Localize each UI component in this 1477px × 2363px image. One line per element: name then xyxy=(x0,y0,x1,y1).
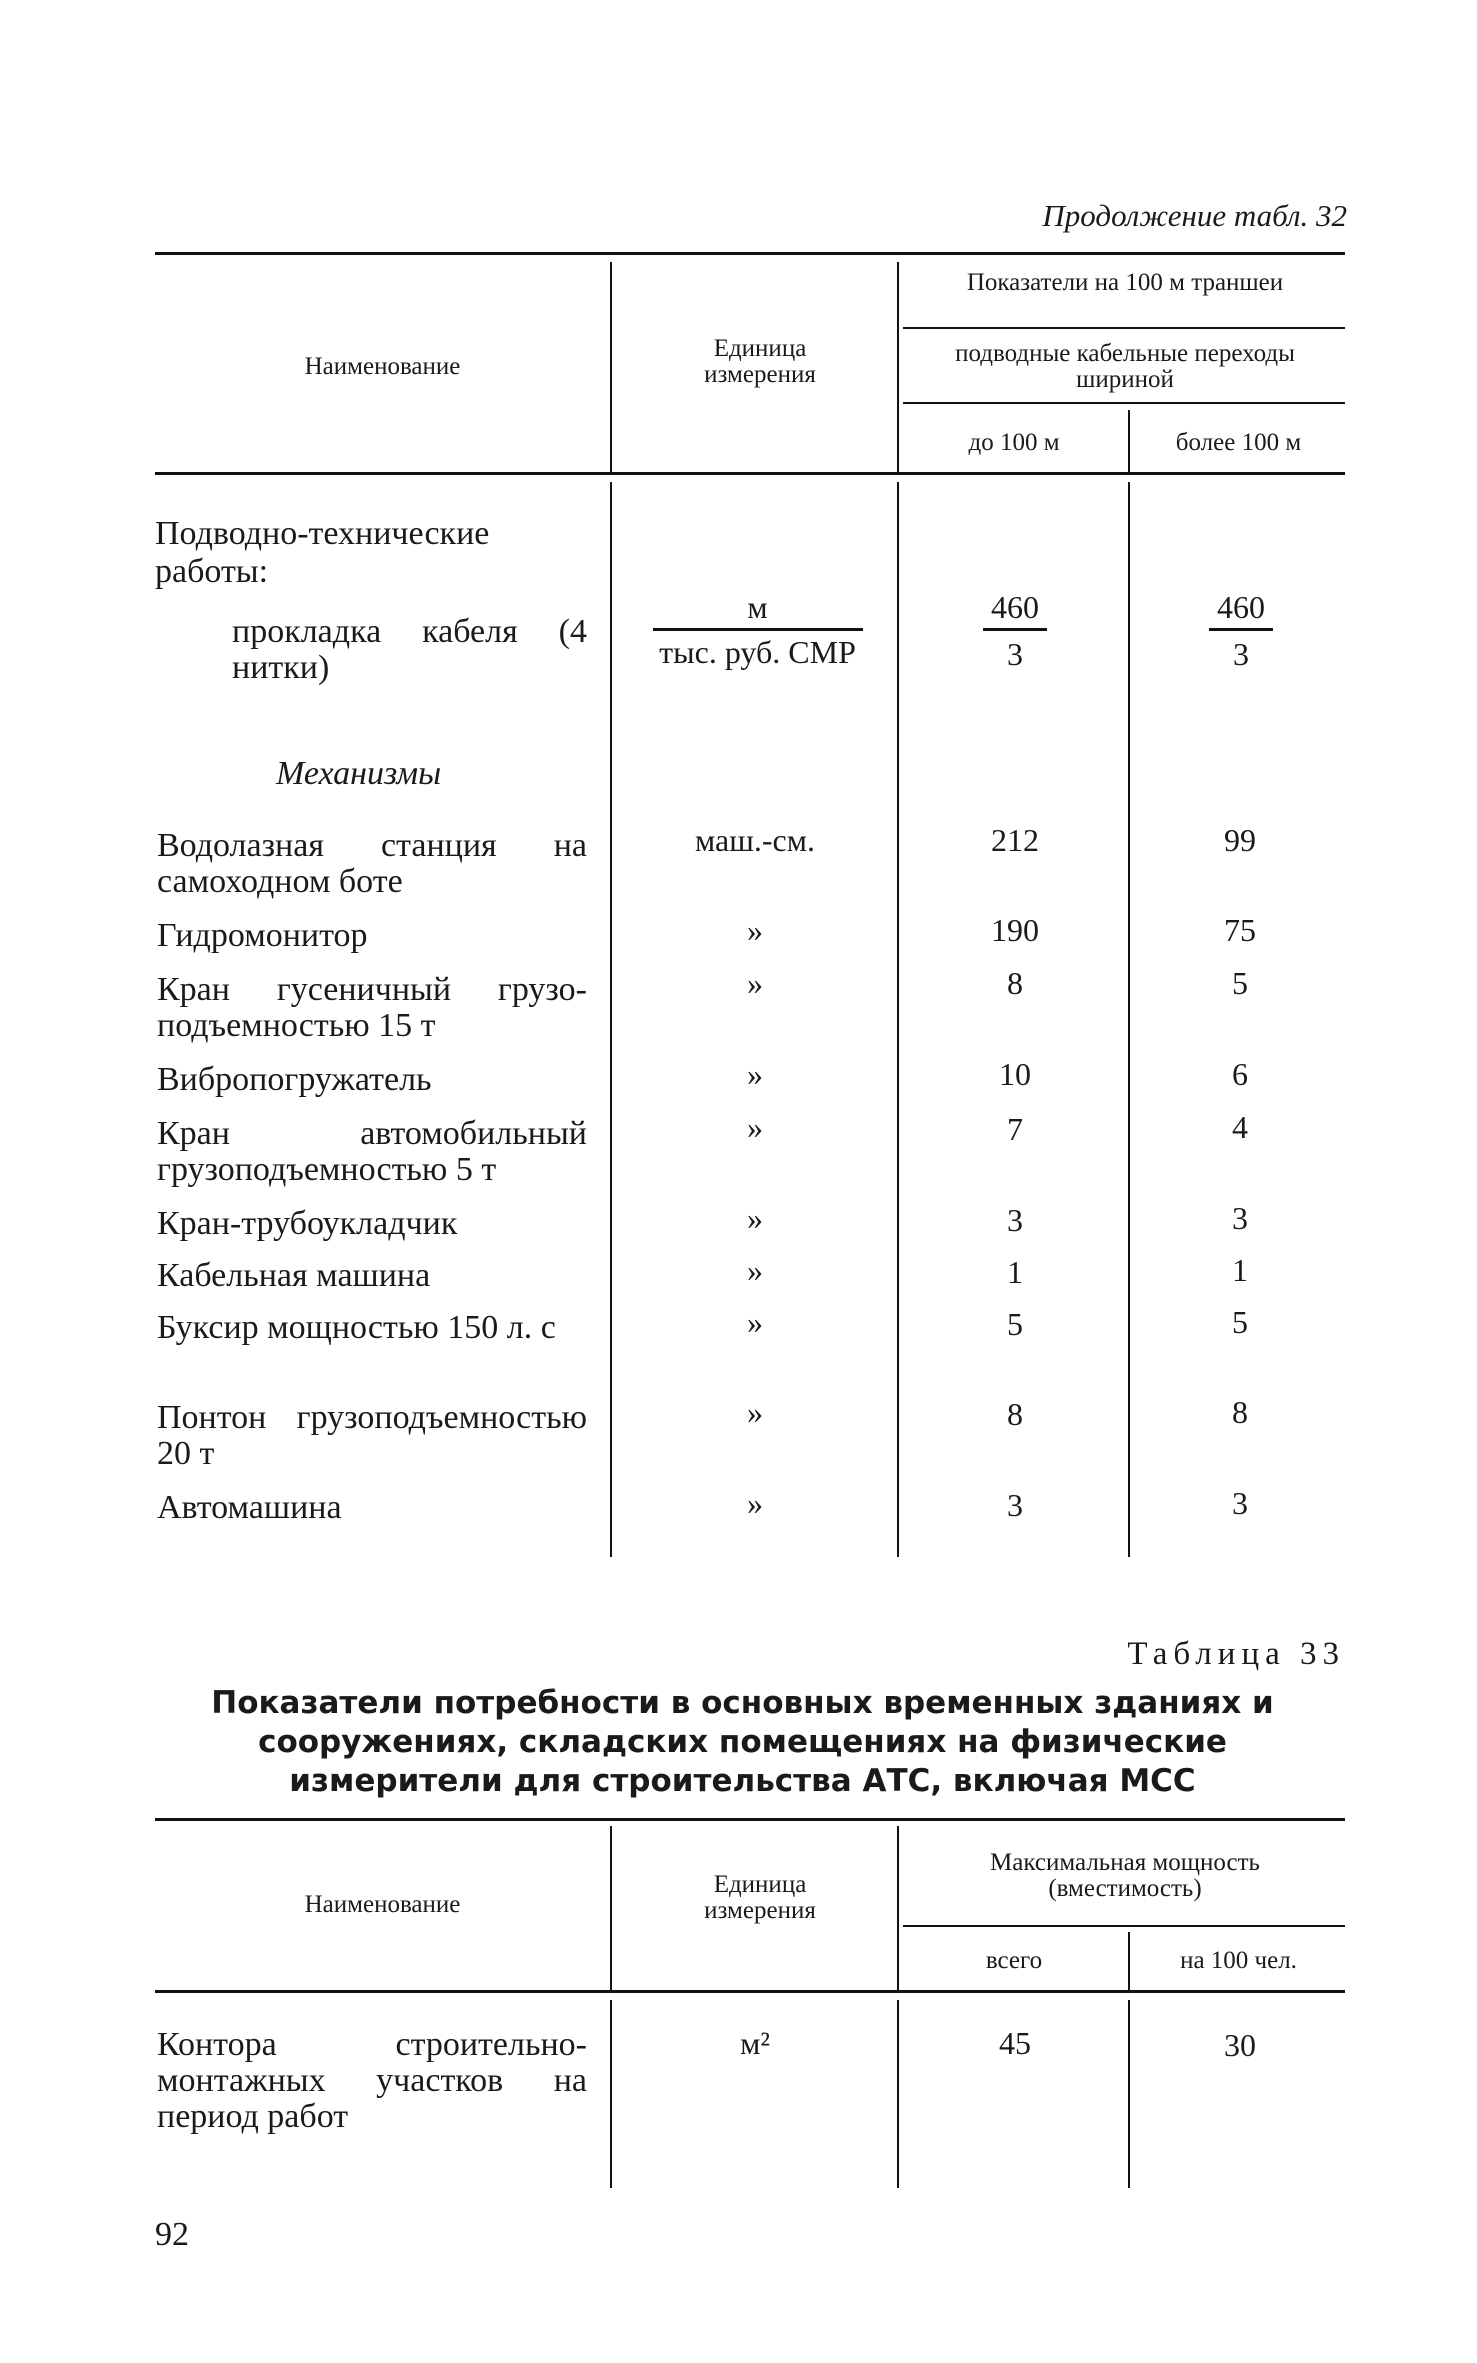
row-value-col2: 4 xyxy=(1232,1109,1248,1145)
table32-top-rule xyxy=(155,252,1345,255)
cable-value-col1 xyxy=(975,590,1055,671)
header-name: Наименование xyxy=(304,1891,461,1918)
header-col2: более 100 м xyxy=(1175,429,1302,456)
row-value-col2: 3 xyxy=(1232,1200,1248,1236)
header-group: Показатели на 100 м траншеи xyxy=(966,269,1284,296)
row-value-col1: 3 xyxy=(1007,1487,1023,1523)
row-name: Автомашина xyxy=(157,1489,342,1526)
table32-header-divider xyxy=(1128,410,1130,472)
row-value-col2: 99 xyxy=(1224,822,1256,858)
cable-unit xyxy=(650,590,865,669)
header-unit: Единица измерения xyxy=(704,1871,816,1924)
row-name: Водолазная станция на самоходном боте xyxy=(157,827,587,900)
row-unit: » xyxy=(747,1485,763,1521)
table33-header-rule xyxy=(155,1990,1345,1993)
row-value-col1: 190 xyxy=(991,912,1039,948)
row-value-col2: 1 xyxy=(1232,1252,1248,1288)
row-name: Буксир мощностью 150 л. с xyxy=(157,1309,556,1346)
row-unit: м² xyxy=(740,2025,770,2061)
row-unit: » xyxy=(747,1394,763,1430)
table33-group-rule xyxy=(903,1925,1345,1927)
section-title: Подводно-технические работы: xyxy=(155,515,490,590)
row-value-col2: 8 xyxy=(1232,1394,1248,1430)
page-number: 92 xyxy=(155,2216,189,2253)
row-value-col1: 8 xyxy=(1007,1396,1023,1432)
row-value-col2: 6 xyxy=(1232,1056,1248,1092)
row-unit: » xyxy=(747,1109,763,1145)
row-name: Кран-трубоукладчик xyxy=(157,1205,458,1242)
table32-body-divider xyxy=(897,482,899,1557)
table32-body-divider xyxy=(610,482,612,1557)
table32-header-divider xyxy=(610,262,612,472)
header-subgroup: подводные кабельные переходы шириной xyxy=(955,340,1295,393)
row-name: Вибропогружатель xyxy=(157,1061,432,1098)
header-unit: Единица измерения xyxy=(704,335,816,388)
header-col1: всего xyxy=(985,1947,1043,1974)
cable-value-col2 xyxy=(1196,590,1286,671)
table32-subgroup-rule xyxy=(903,402,1345,404)
table32-group-rule xyxy=(903,327,1345,329)
row-unit: маш.-см. xyxy=(695,822,815,858)
value-denominator: 3 xyxy=(1233,636,1249,672)
unit-numerator: м xyxy=(653,590,863,631)
row-name: Понтон грузоподъемностью 20 т xyxy=(157,1399,587,1472)
table33-top-rule xyxy=(155,1818,1345,1821)
row-name: Кран гусеничный грузоподъемностью 15 т xyxy=(157,971,587,1044)
continuation-caption: Продолжение табл. 32 xyxy=(1042,198,1347,233)
unit-denominator: тыс. руб. СМР xyxy=(659,634,856,670)
header-group: Максимальная мощность (вместимость) xyxy=(990,1849,1260,1902)
row-value-col2: 3 xyxy=(1232,1485,1248,1521)
header-col2: на 100 чел. xyxy=(1180,1947,1297,1974)
row-name: прокладка кабеля (4 нитки) xyxy=(232,613,587,686)
table32-header-rule xyxy=(155,472,1345,475)
row-unit: » xyxy=(747,1252,763,1288)
table33-header-divider xyxy=(1128,1932,1130,1990)
table33-header-divider xyxy=(610,1826,612,1990)
row-unit: » xyxy=(747,1056,763,1092)
section-title: Механизмы xyxy=(276,755,442,792)
row-value-col1: 3 xyxy=(1007,1202,1023,1238)
row-unit: » xyxy=(747,965,763,1001)
row-value-col1: 45 xyxy=(999,2025,1031,2061)
table-number: Таблица 33 xyxy=(1127,1636,1345,1672)
table33-body-divider xyxy=(897,2000,899,2188)
value-numerator: 460 xyxy=(983,590,1047,631)
table-title: Показатели потребности в основных временных зданиях и сооружениях, складских помещениях на физические измерители для строительства АТС, включая МСС xyxy=(211,1685,1274,1799)
row-value-col1: 212 xyxy=(991,822,1039,858)
row-value-col2: 5 xyxy=(1232,1304,1248,1340)
row-name: Контора строительно-монтажных участков на период работ xyxy=(157,2026,587,2135)
table33-header-divider xyxy=(897,1826,899,1990)
row-unit: » xyxy=(747,1304,763,1340)
header-col1: до 100 м xyxy=(968,429,1060,456)
row-value-col2: 75 xyxy=(1224,912,1256,948)
value-numerator: 460 xyxy=(1209,590,1273,631)
row-unit: » xyxy=(747,912,763,948)
row-value-col1: 5 xyxy=(1007,1306,1023,1342)
table33-body-divider xyxy=(1128,2000,1130,2188)
row-name: Кабельная машина xyxy=(157,1257,431,1294)
row-value-col1: 8 xyxy=(1007,965,1023,1001)
row-unit: » xyxy=(747,1200,763,1236)
row-name: Кран автомобильный грузоподъемностью 5 т xyxy=(157,1115,587,1188)
row-value-col2: 5 xyxy=(1232,965,1248,1001)
row-value-col2: 30 xyxy=(1224,2027,1256,2063)
header-name: Наименование xyxy=(304,353,461,380)
table33-body-divider xyxy=(610,2000,612,2188)
row-value-col1: 1 xyxy=(1007,1254,1023,1290)
row-value-col1: 10 xyxy=(999,1056,1031,1092)
row-name: Гидромонитор xyxy=(157,917,368,954)
value-denominator: 3 xyxy=(1007,636,1023,672)
table32-header-divider xyxy=(897,262,899,472)
row-value-col1: 7 xyxy=(1007,1111,1023,1147)
table32-body-divider xyxy=(1128,482,1130,1557)
